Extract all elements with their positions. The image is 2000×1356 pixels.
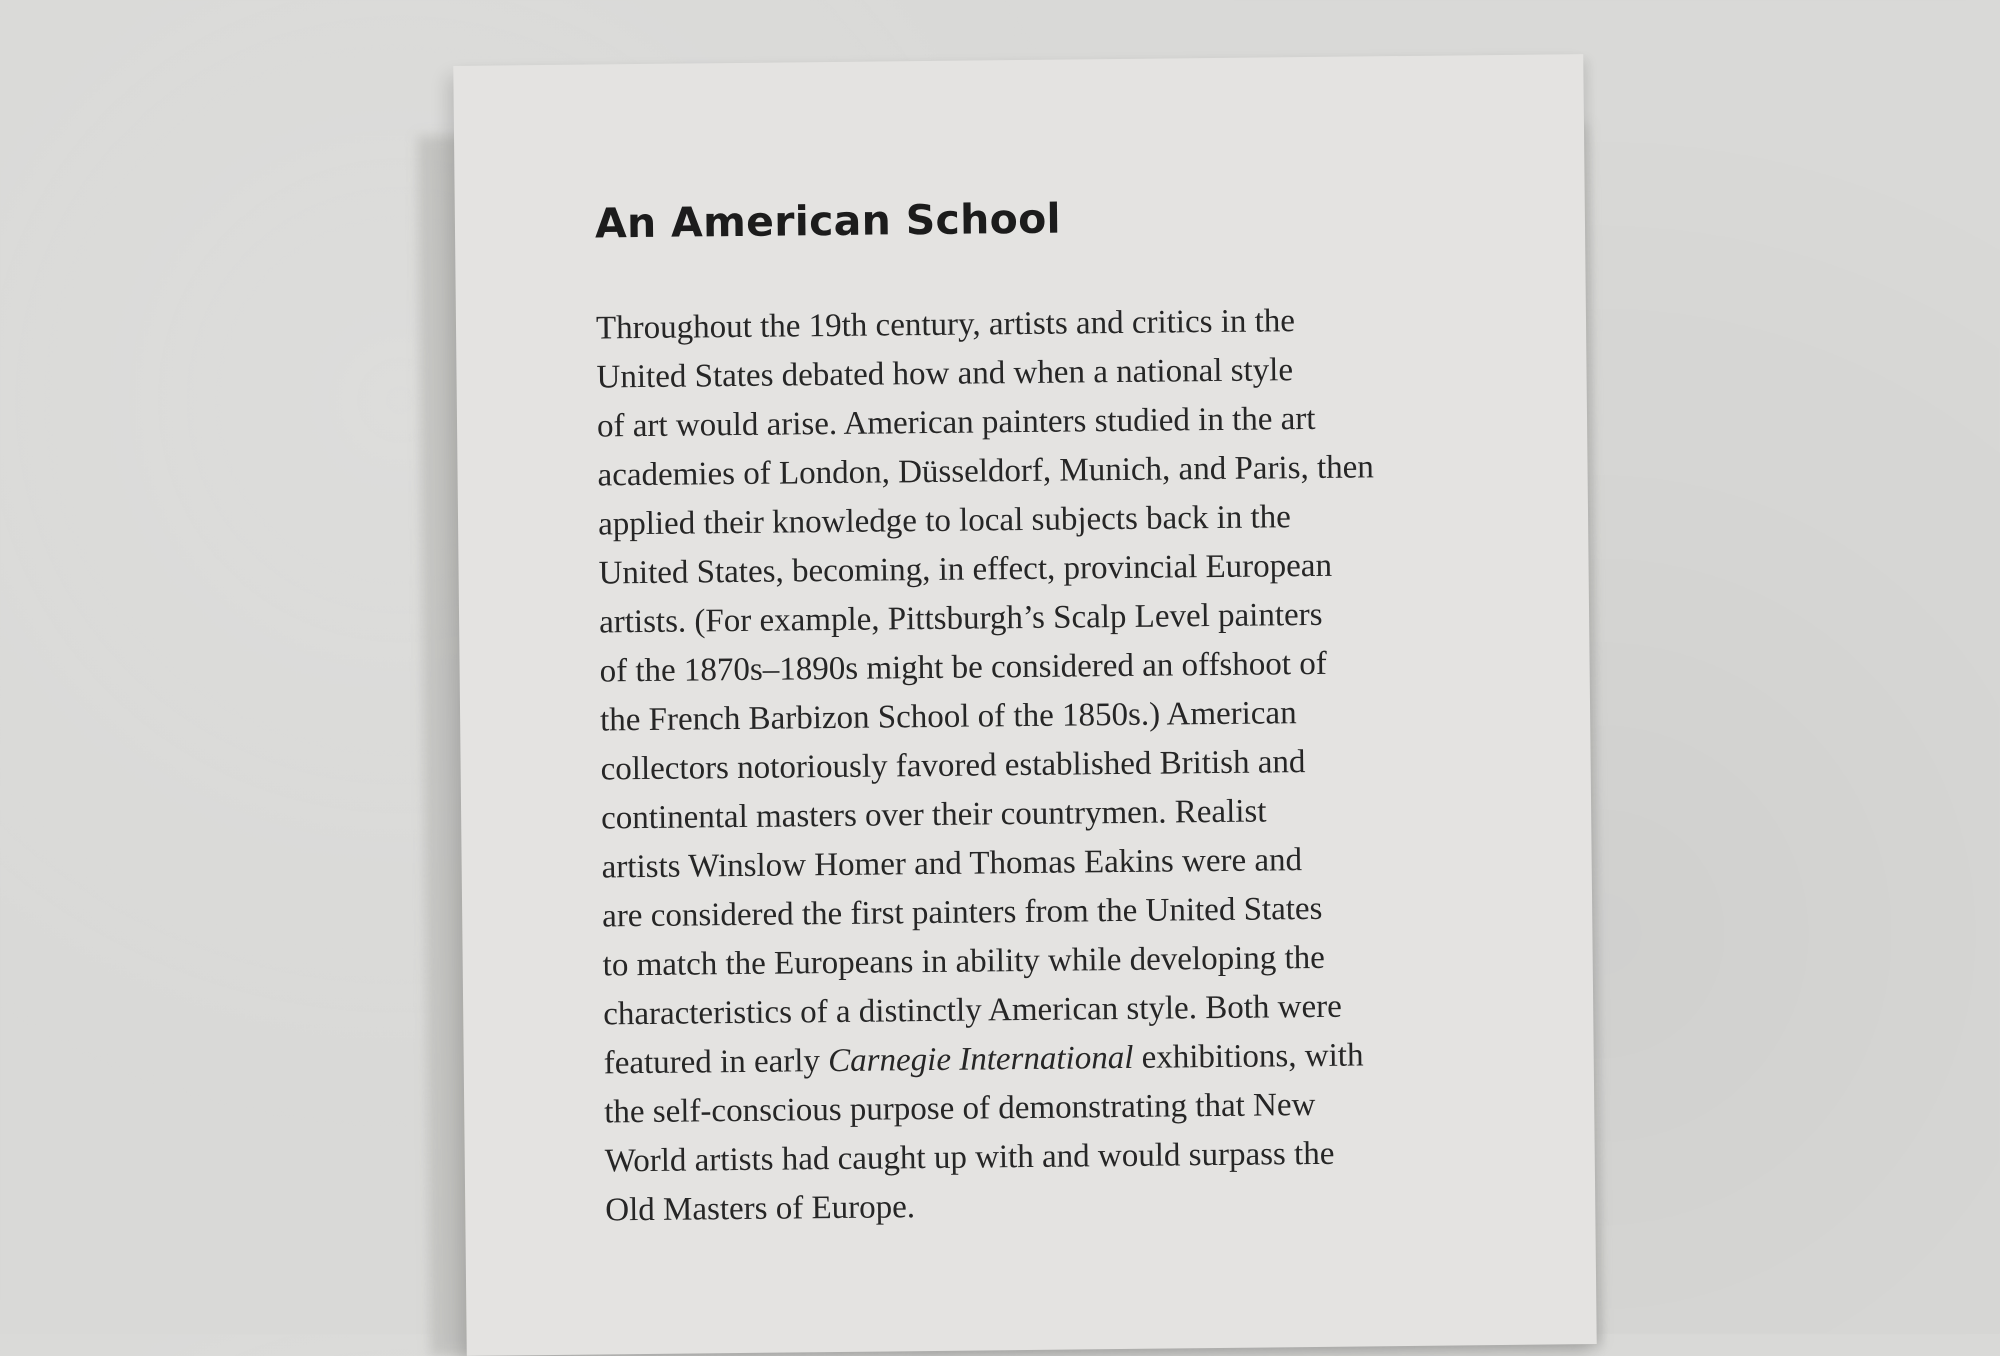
body-line: Old Masters of Europe.: [605, 1189, 916, 1229]
body-line: collectors notoriously favored established British and: [600, 744, 1306, 788]
body-line: the French Barbizon School of the 1850s.) American: [599, 695, 1297, 739]
body-line: to match the Europeans in ability while developing the: [602, 939, 1326, 984]
body-line: of the 1870s–1890s might be considered an offshoot of: [599, 645, 1327, 690]
body-line: Throughout the 19th century, artists and critics in the: [595, 303, 1296, 347]
body-line: United States debated how and when a national style: [596, 352, 1294, 396]
body-line: applied their knowledge to local subjects back in the: [597, 499, 1292, 543]
wall-text-panel: [453, 54, 1596, 1356]
body-line-with-italic: [603, 1030, 1483, 1088]
panel-body-text: [596, 295, 1486, 1235]
body-line: United States, becoming, in effect, provincial European: [598, 547, 1333, 592]
body-text-segment: exhibitions, with: [1133, 1037, 1364, 1076]
body-line: characteristics of a distinctly American style. Both were: [603, 988, 1342, 1033]
body-line: continental masters over their countrymen. Realist: [600, 793, 1267, 837]
exhibition-title-italic: Carnegie International: [827, 1039, 1134, 1080]
body-line: artists. (For example, Pittsburgh’s Scalp Level painters: [598, 596, 1323, 641]
body-line: of art would arise. American painters studied in the art: [596, 400, 1316, 445]
body-line: the self-conscious purpose of demonstrating that New: [604, 1086, 1316, 1131]
body-line: World artists had caught up with and would surpass the: [604, 1135, 1335, 1180]
panel-title: An American School: [594, 194, 1062, 248]
body-line: are considered the first painters from the United States: [602, 890, 1323, 935]
body-line: academies of London, Düsseldorf, Munich, and Paris, then: [597, 449, 1374, 494]
body-line: artists Winslow Homer and Thomas Eakins were and: [601, 842, 1303, 886]
body-text-segment: featured in early: [603, 1043, 829, 1082]
